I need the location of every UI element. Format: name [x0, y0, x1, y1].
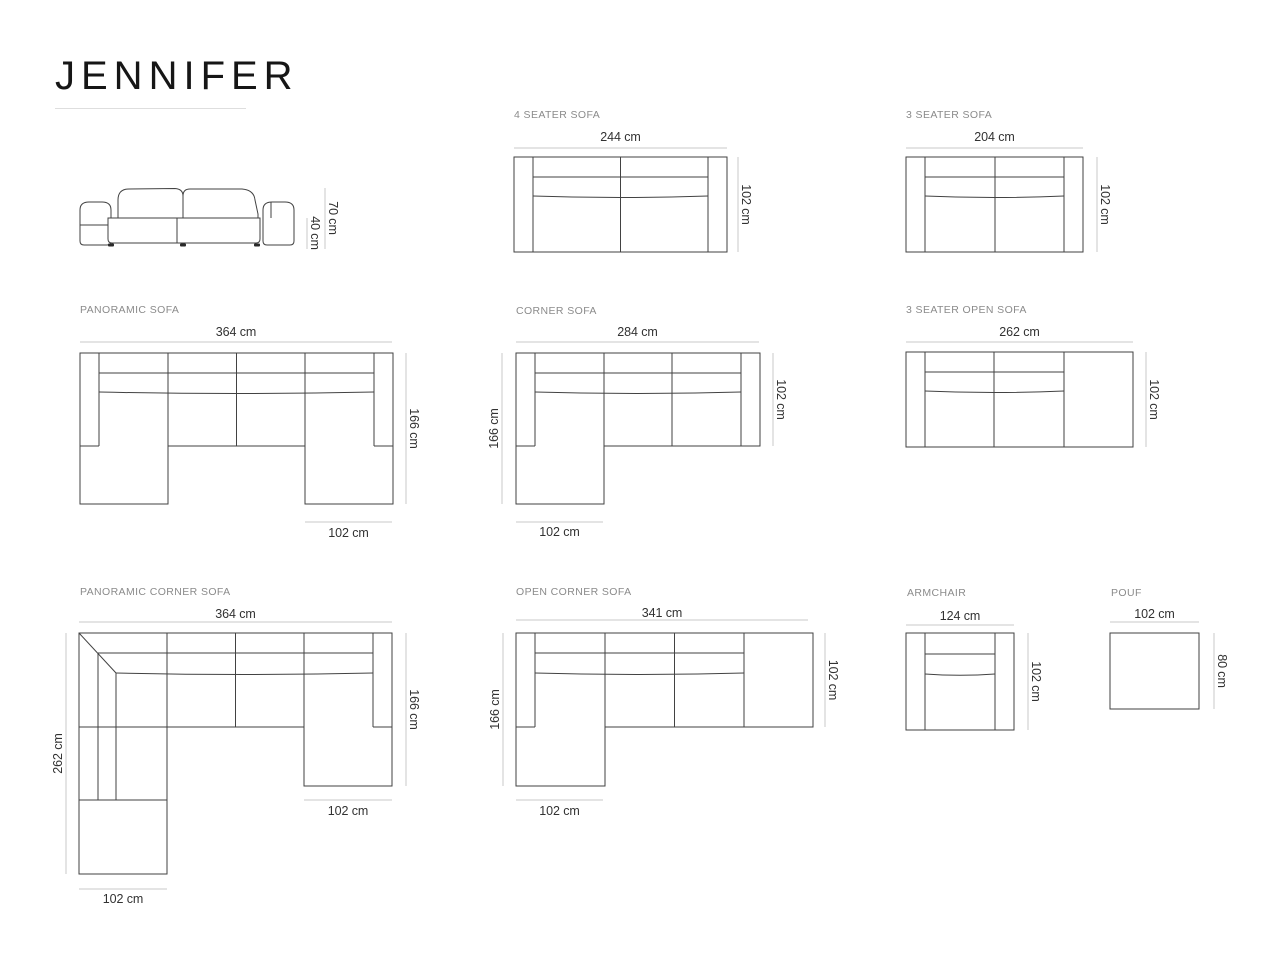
panoramic-corner-diagram [40, 580, 440, 920]
seat-height-dim-label: 40 cm [308, 216, 322, 250]
seat-front-line [925, 674, 995, 675]
four-seater-title: 4 SEATER SOFA [514, 109, 601, 121]
four-seater-diagram [505, 105, 765, 260]
back-cushion-right [183, 189, 258, 220]
corner-outline [516, 353, 760, 504]
armrest-line [516, 353, 535, 446]
four-seater-top-view [514, 157, 727, 252]
three-seater-open-width-label: 262 cm [999, 325, 1040, 339]
three-seater-depth-label: 102 cm [1098, 184, 1112, 225]
sofa-front-view-diagram [78, 184, 340, 254]
seat-front-line [535, 392, 741, 394]
panoramic-corner-title: PANORAMIC CORNER SOFA [80, 586, 231, 598]
four-seater-depth-label: 102 cm [739, 184, 753, 225]
armchair-outline [906, 633, 1014, 730]
panoramic-corner-chaise-label: 102 cm [327, 804, 369, 818]
open-corner-diagram [480, 580, 845, 825]
corner-title: CORNER SOFA [516, 305, 597, 317]
corner-top-view [516, 353, 760, 504]
armchair-width-label: 124 cm [939, 609, 981, 623]
panoramic-width-label: 364 cm [215, 325, 257, 339]
panoramic-diagram [70, 300, 432, 545]
panoramic-corner-width-label: 364 cm [215, 607, 256, 621]
armchair-diagram [897, 580, 1052, 745]
open-corner-outline [516, 633, 813, 786]
armchair-depth-label: 102 cm [1029, 661, 1043, 702]
back-cushion-left [118, 189, 183, 221]
armchair-title: ARMCHAIR [907, 587, 967, 599]
three-seater-open-outline [906, 352, 1133, 447]
pouf-outline [1110, 633, 1199, 709]
armrest-line [373, 633, 392, 727]
corner-chaise-label: 102 cm [539, 525, 580, 539]
panoramic-corner-side-label: 262 cm [51, 733, 65, 774]
corner-side-label: 166 cm [487, 408, 501, 449]
open-corner-title: OPEN CORNER SOFA [516, 586, 632, 598]
pouf-title: POUF [1111, 587, 1142, 599]
sofa-foot [254, 244, 260, 247]
armrest-line [516, 633, 535, 727]
open-corner-chaise-label: 102 cm [539, 804, 580, 818]
front-view-dimensions [307, 188, 340, 250]
three-seater-title: 3 SEATER SOFA [906, 109, 993, 121]
panoramic-top-view [80, 353, 393, 504]
panoramic-corner-top-view [79, 633, 392, 874]
three-seater-open-diagram [897, 300, 1172, 460]
seat-front-line [116, 673, 373, 675]
open-corner-width-label: 341 cm [641, 606, 683, 620]
armrest-left [80, 202, 111, 245]
panoramic-title: PANORAMIC SOFA [80, 304, 180, 316]
three-seater-top-view [906, 157, 1083, 252]
open-corner-depth-label: 102 cm [826, 659, 840, 701]
armchair-top-view [906, 633, 1014, 730]
three-seater-open-title: 3 SEATER OPEN SOFA [906, 304, 1027, 316]
overall-height-dim-label: 70 cm [326, 201, 340, 235]
panoramic-corner-leg-label: 102 cm [102, 892, 144, 906]
panoramic-chaise-label: 102 cm [328, 526, 369, 540]
pouf-width-label: 102 cm [1134, 607, 1175, 621]
seat-base [108, 218, 260, 243]
sofa-foot [108, 244, 114, 247]
sofa-front-view-drawing [80, 189, 294, 247]
open-corner-top-view [516, 633, 813, 786]
panoramic-depth-label: 166 cm [407, 408, 421, 449]
three-seater-open-top-view [906, 352, 1133, 447]
pouf-depth-label: 80 cm [1215, 654, 1229, 688]
three-seater-diagram [897, 105, 1137, 260]
armrest-right [263, 202, 294, 245]
panoramic-corner-depth-label: 166 cm [407, 689, 421, 730]
three-seater-width-label: 204 cm [974, 130, 1015, 144]
armrest-line [80, 353, 99, 446]
corner-width-label: 284 cm [617, 325, 658, 339]
open-corner-side-label: 166 cm [488, 689, 502, 730]
page-title: JENNIFER [55, 54, 299, 98]
armrest-line [374, 353, 393, 446]
title-underline [55, 108, 246, 109]
sofa-foot [180, 244, 186, 247]
corner-diagram [480, 300, 795, 545]
pouf-diagram [1100, 580, 1240, 720]
corner-depth-label: 102 cm [774, 379, 788, 420]
seat-front-line [535, 673, 744, 675]
four-seater-width-label: 244 cm [600, 130, 641, 144]
three-seater-open-depth-label: 102 cm [1147, 379, 1161, 420]
